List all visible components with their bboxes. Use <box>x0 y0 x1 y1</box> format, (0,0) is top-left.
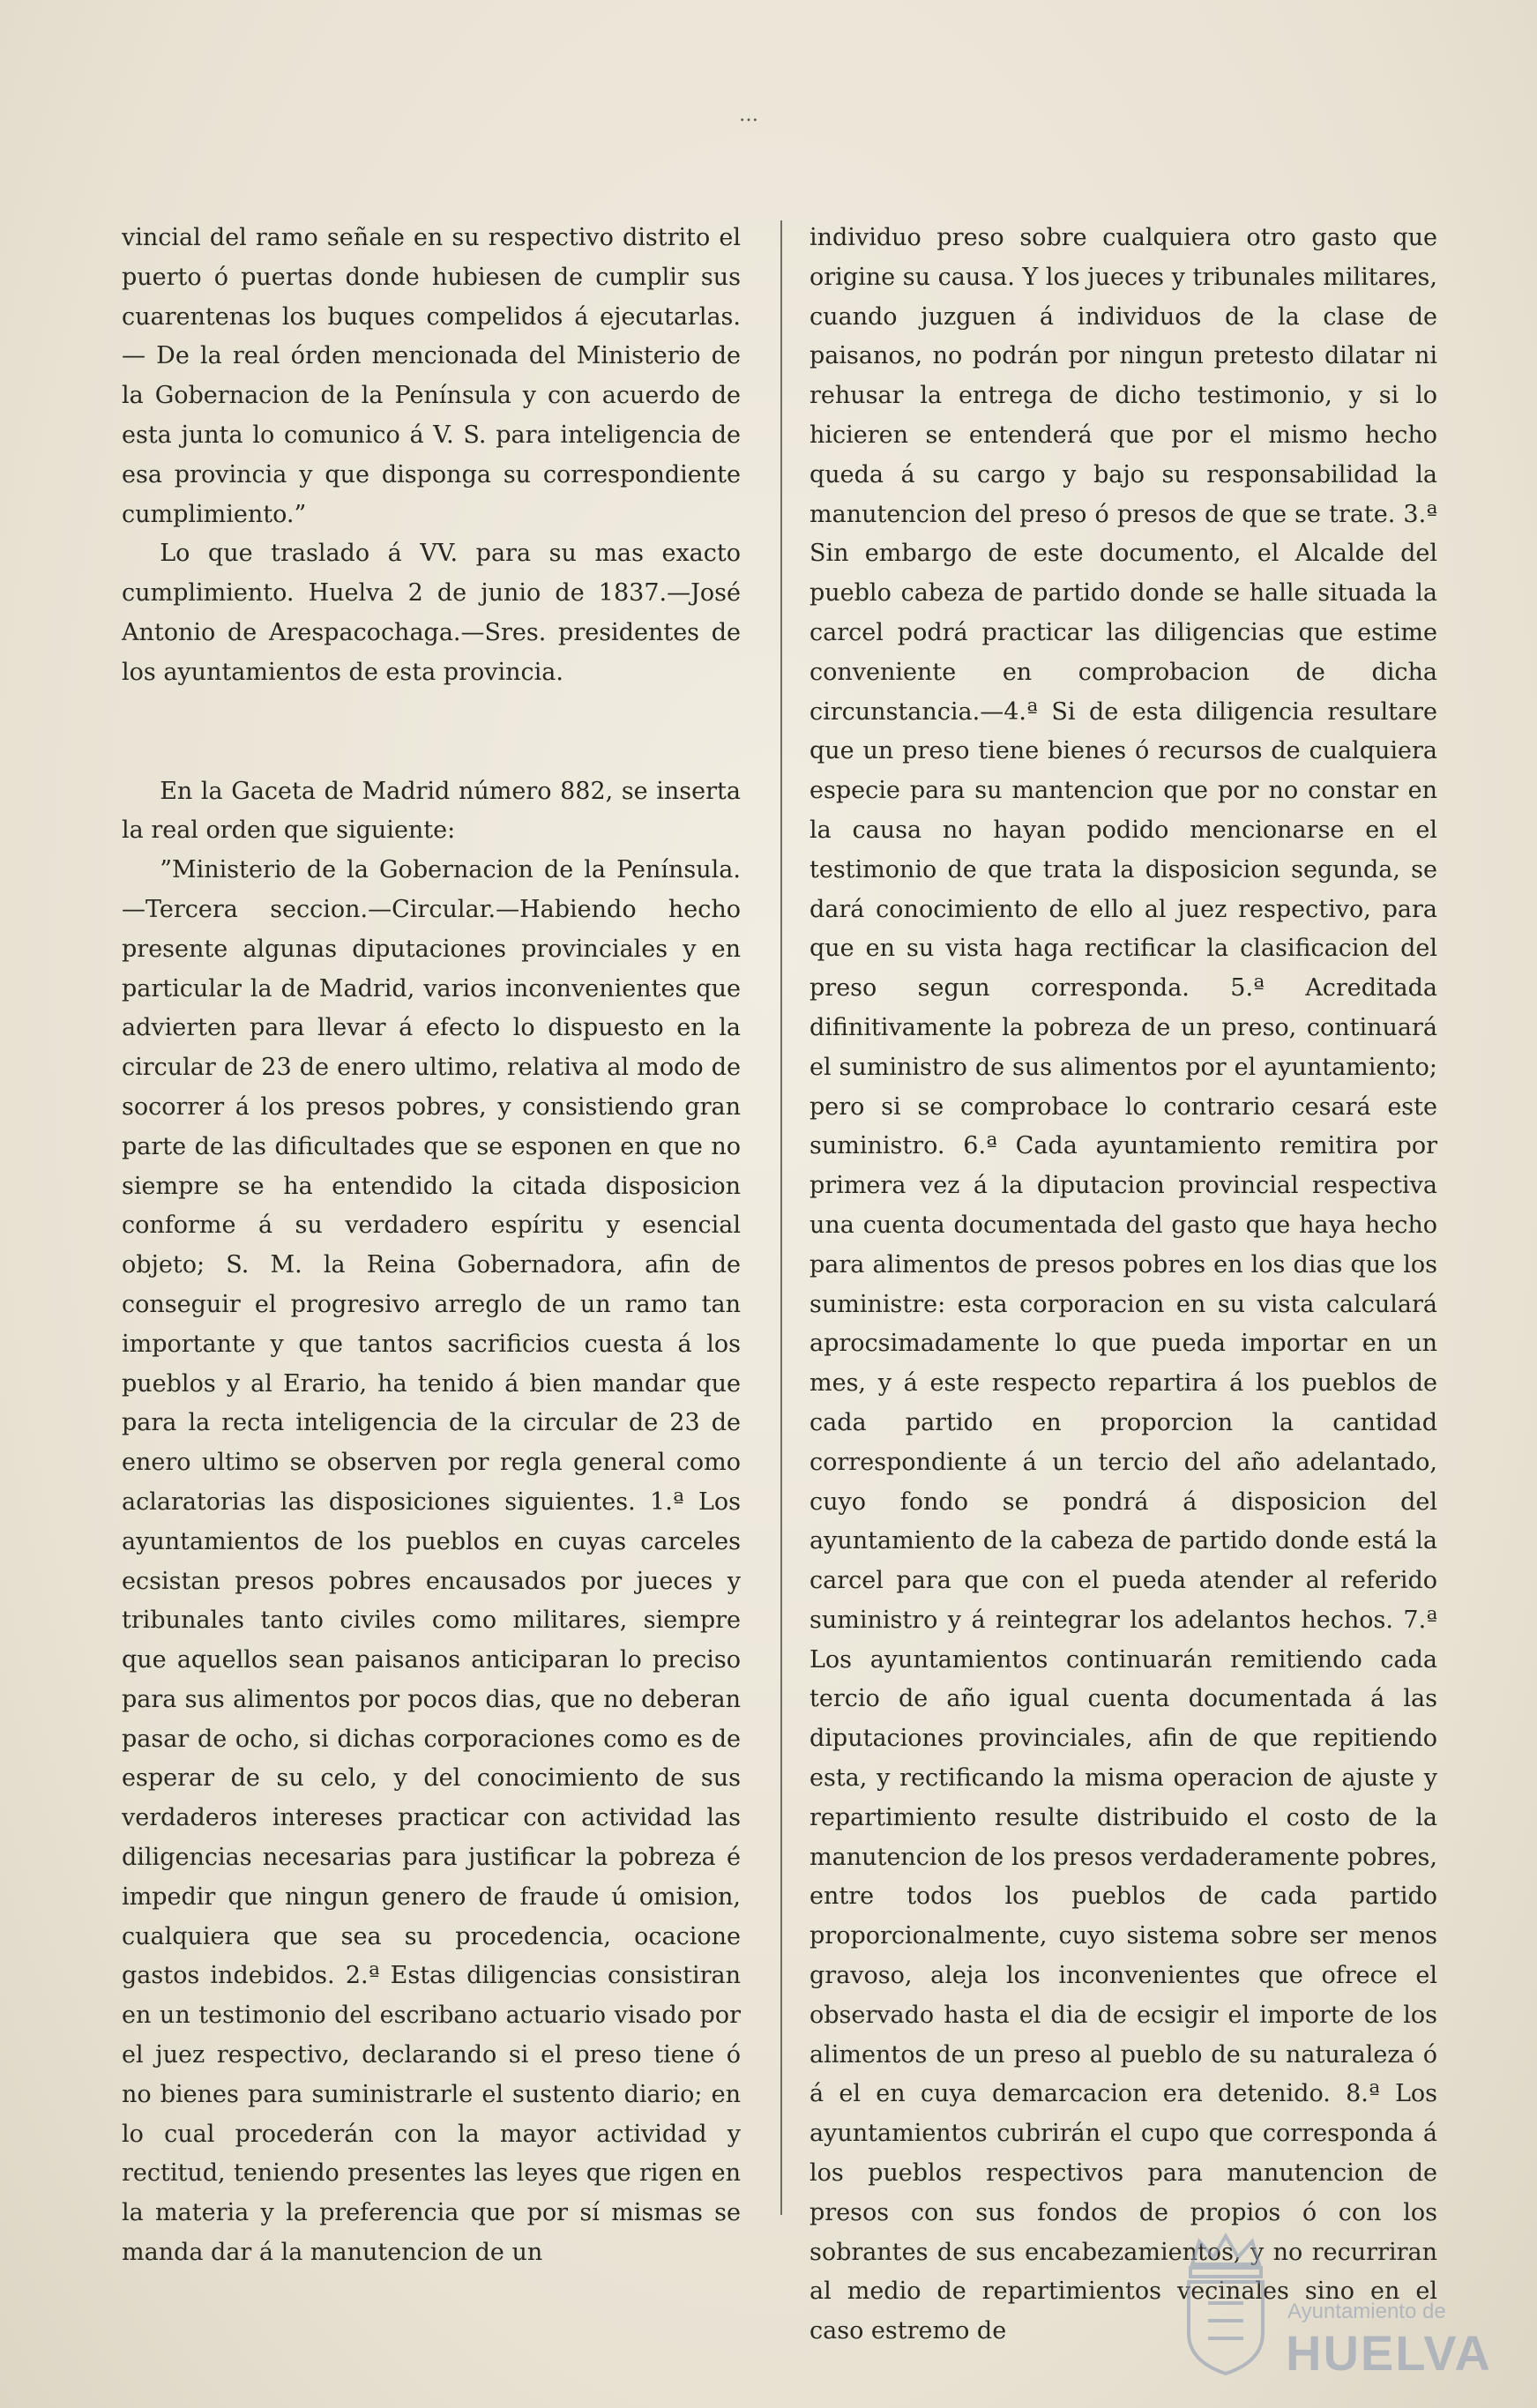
left-paragraph-traslado: Lo que traslado á VV. para su mas exacto cumplimiento. Huelva 2 de junio de 1837.—José Antonio de Arespacochaga.—Sres. presidentes de los ayuntamientos de esta provincia. <box>122 540 741 686</box>
watermark-line2: HUELVA <box>1286 2325 1492 2381</box>
left-paragraph-continuation: vincial del ramo señale en su respectivo distrito el puerto ó puertas donde hubiesen de cumplir sus cuarentenas los buques compelidos á ejecutarlas.— De la real órden mencionada del Ministerio de la Gobernacion de la Península y con acuerdo de esta junta lo comunico á V. S. para inteligencia de esa provincia y que disponga su correspondiente cumplimiento.” <box>122 224 741 528</box>
archive-watermark <box>1173 2229 1492 2381</box>
right-column <box>810 219 1437 2352</box>
watermark-line1: Ayuntamiento de <box>1287 2300 1446 2323</box>
right-paragraph-continuation: individuo preso sobre cualquiera otro gasto que origine su causa. Y los jueces y tribunales militares, cuando juzguen á individuos de la clase de paisanos, no podrán por ningun pretesto dilatar ni rehusar la entrega de dicho testimonio, y si lo hicieren se entenderá que por el mismo hecho queda á su cargo y bajo su responsabilidad la manutencion del preso ó presos de que se trate. 3.ª Sin embargo de este documento, el Alcalde del pueblo cabeza de partido donde se halle situada la carcel podrá practicar las diligencias que estime conveniente en comprobacion de dicha circunstancia.—4.ª Si de esta diligencia resultare que un preso tiene bienes ó recursos de cualquiera especie para su mantencion que por no constar en la causa no hayan podido mencionarse en el testimonio de que trata la disposicion segunda, se dará conocimiento de ello al juez respectivo, para que en su vista haga rectificar la clasificacion del preso segun corresponda. 5.ª Acreditada difinitivamente la pobreza de un preso, continuará el suministro de sus alimentos por el ayuntamiento; pero si se comprobace lo contrario cesará este suministro. 6.ª Cada ayuntamiento remitira por primera vez á la diputacion provincial respectiva una cuenta documentada del gasto que haya hecho para alimentos de presos pobres en los dias que los suministre: esta corporacion en su vista calculará aprocsimadamente lo que pueda importar en un mes, y á este respecto repartira á los pueblos de cada partido en proporcion la cantidad correspondiente á un tercio del año adelantado, cuyo fondo se pondrá á disposicion del ayuntamiento de la cabeza de partido donde está la carcel para que con el pueda atender al referido suministro y á reintegrar los adelantos hechos. 7.ª Los ayuntamientos continuarán remitiendo cada tercio de año igual cuenta documentada á las diputaciones provinciales, afin de que repitiendo esta, y rectificando la misma operacion de ajuste y repartimiento resulte distribuido el costo de la manutencion de los presos verdaderamente pobres, entre todos los pueblos de cada partido proporcionalmente, cuyo sistema sobre ser menos gravoso, aleja los inconvenientes que ofrece el observado hasta el dia de ecsigir el importe de los alimentos de un preso al pueblo de su naturaleza ó á el en cuya demarcacion era detenido. 8.ª Los ayuntamientos cubrirán el cupo que corresponda á los pueblos respectivos para manutencion de presos con sus fondos de propios ó con los sobrantes de sus encabezamientos, y no recurriran al medio de repartimientos vecinales sino en el caso estremo de <box>810 224 1437 2345</box>
crown-shield-icon <box>1173 2229 1279 2379</box>
left-column <box>122 219 741 2273</box>
left-paragraph-gaceta-intro: En la Gaceta de Madrid número 882, se inserta la real orden que siguiente: <box>122 777 741 845</box>
column-divider <box>780 220 782 2215</box>
section-gap <box>122 693 741 772</box>
header-mark: … <box>739 104 758 126</box>
left-paragraph-real-orden: ”Ministerio de la Gobernacion de la Península. —Tercera seccion.—Circular.—Habiendo hecho presente algunas diputaciones provinciales y en particular la de Madrid, varios inconvenientes que advierten para llevar á efecto lo dispuesto en la circular de 23 de enero ultimo, relativa al modo de socorrer á los presos pobres, y consistiendo gran parte de las dificultades que se esponen en que no siempre se ha entendido la citada disposicion conforme á su verdadero espíritu y esencial objeto; S. M. la Reina Gobernadora, afin de conseguir el progresivo arreglo de un ramo tan importante y que tantos sacrificios cuesta á los pueblos y al Erario, ha tenido á bien mandar que para la recta inteligencia de la circular de 23 de enero ultimo se observen por regla general como aclaratorias las disposiciones siguientes. 1.ª Los ayuntamientos de los pueblos en cuyas carceles ecsistan presos pobres encausados por jueces y tribunales tanto civiles como militares, siempre que aquellos sean paisanos anticiparan lo preciso para sus alimentos por pocos dias, que no deberan pasar de ocho, si dichas corporaciones como es de esperar de su celo, y del conocimiento de sus verdaderos intereses practicar con actividad las diligencias necesarias para justificar la pobreza é impedir que ningun genero de fraude ú omision, cualquiera que sea su procedencia, ocacione gastos indebidos. 2.ª Estas diligencias consistiran en un testimonio del escribano actuario visado por el juez respectivo, declarando si el preso tiene ó no bienes para suministrarle el sustento diario; en lo cual procederán con la mayor actividad y rectitud, teniendo presentes las leyes que rigen en la materia y la preferencia que por sí mismas se manda dar á la manutencion de un <box>122 856 741 2267</box>
